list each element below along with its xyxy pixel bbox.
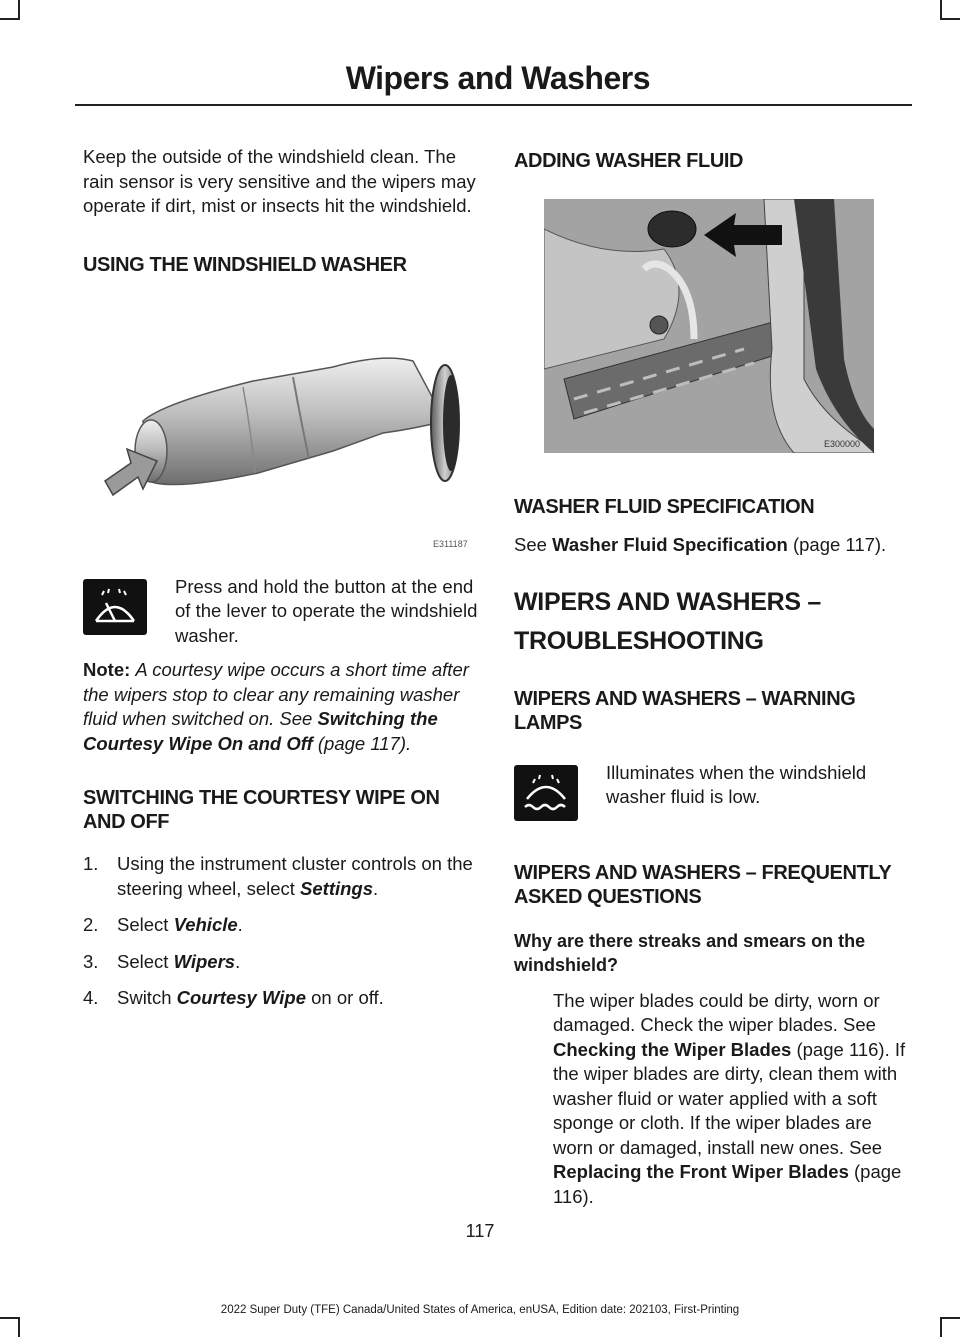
- spec-heading: WASHER FLUID SPECIFICATION: [514, 496, 815, 518]
- figure-code: E311187: [433, 538, 468, 549]
- figure-code: E300000: [824, 439, 861, 449]
- note-paragraph: [83, 658, 479, 756]
- crop-mark: [940, 1317, 942, 1337]
- crop-mark: [940, 18, 960, 20]
- spec-link[interactable]: Washer Fluid Specification: [552, 534, 788, 555]
- list-item: 4. Switch Courtesy Wipe on or off.: [83, 987, 384, 1008]
- note-page-ref: (page 117).: [317, 732, 412, 754]
- faq-heading: WIPERS AND WASHERS – FREQUENTLY ASKED QUESTIONS: [514, 861, 891, 908]
- intro-paragraph: Keep the outside of the windshield clean. The rain sensor is very sensitive and the wipers may operate if dirt, mist or insects hit the windshield.: [83, 146, 476, 216]
- adding-fluid-heading: ADDING WASHER FLUID: [514, 150, 744, 172]
- list-item: 1. Using the instrument cluster controls on the steering wheel, select Settings.: [83, 853, 473, 899]
- crop-mark: [940, 0, 942, 20]
- washer-section-heading: USING THE WINDSHIELD WASHER: [83, 253, 407, 276]
- note-label: Note:: [83, 659, 131, 680]
- edition-footer: 2022 Super Duty (TFE) Canada/United States of America, enUSA, Edition date: 202103, First-Printing: [220, 1304, 740, 1316]
- courtesy-wipe-link[interactable]: Switching the Courtesy Wipe On and Off: [83, 708, 438, 754]
- windshield-washer-icon: [83, 579, 147, 635]
- washer-instruction-row: [83, 575, 479, 649]
- crop-mark: [940, 1317, 960, 1319]
- list-item: 3. Select Wipers.: [83, 950, 241, 972]
- wiper-lever-illustration: [83, 291, 479, 553]
- header-divider: [75, 104, 912, 106]
- crop-mark: [0, 1317, 20, 1319]
- note-text: A courtesy wipe occurs a short time after the wipers stop to clear any remaining washer fluid when switched on. See: [83, 659, 469, 729]
- warning-lamps-heading: WIPERS AND WASHERS – WARNING LAMPS: [514, 687, 856, 734]
- courtesy-wipe-steps: [83, 852, 479, 1011]
- crop-mark: [0, 18, 20, 20]
- troubleshooting-heading: WIPERS AND WASHERS – TROUBLESHOOTING: [514, 587, 822, 655]
- right-column: [514, 145, 914, 1209]
- page-number: 117: [465, 1221, 495, 1241]
- washer-instruction-text: Press and hold the button at the end of the lever to operate the windshield washer.: [175, 575, 478, 646]
- spec-paragraph: See Washer Fluid Specification (page 117).: [514, 534, 887, 555]
- washer-reservoir-illustration: [544, 199, 874, 453]
- checking-wiper-blades-link[interactable]: Checking the Wiper Blades: [553, 1038, 792, 1060]
- washer-fluid-low-icon: [514, 765, 578, 821]
- crop-mark: [18, 0, 20, 20]
- wiper-lever-figure: [83, 291, 479, 553]
- warning-lamp-text: Illuminates when the windshield washer fluid is low.: [606, 761, 867, 807]
- crop-mark: [18, 1317, 20, 1337]
- washer-reservoir-figure: [544, 199, 914, 453]
- courtesy-wipe-heading: SWITCHING THE COURTESY WIPE ON AND OFF: [83, 787, 440, 833]
- page-header-title: Wipers and Washers: [345, 60, 650, 96]
- left-column: [83, 145, 479, 1023]
- replacing-wiper-blades-link[interactable]: Replacing the Front Wiper Blades: [553, 1161, 849, 1182]
- list-item: 2. Select Vehicle.: [83, 914, 243, 935]
- warning-lamp-row: [514, 761, 914, 821]
- faq-question: Why are there streaks and smears on the windshield?: [514, 930, 866, 975]
- faq-answer: The wiper blades could be dirty, worn or damaged. Check the wiper blades. See Checking the Wiper Blades (page 116). If the wiper blades are dirty, clean them with washer fluid or water applied with a soft sponge or cloth. If the wiper blades are worn or damaged, install new ones. See Replacing the Front Wiper Blades (page 116).: [553, 989, 906, 1207]
